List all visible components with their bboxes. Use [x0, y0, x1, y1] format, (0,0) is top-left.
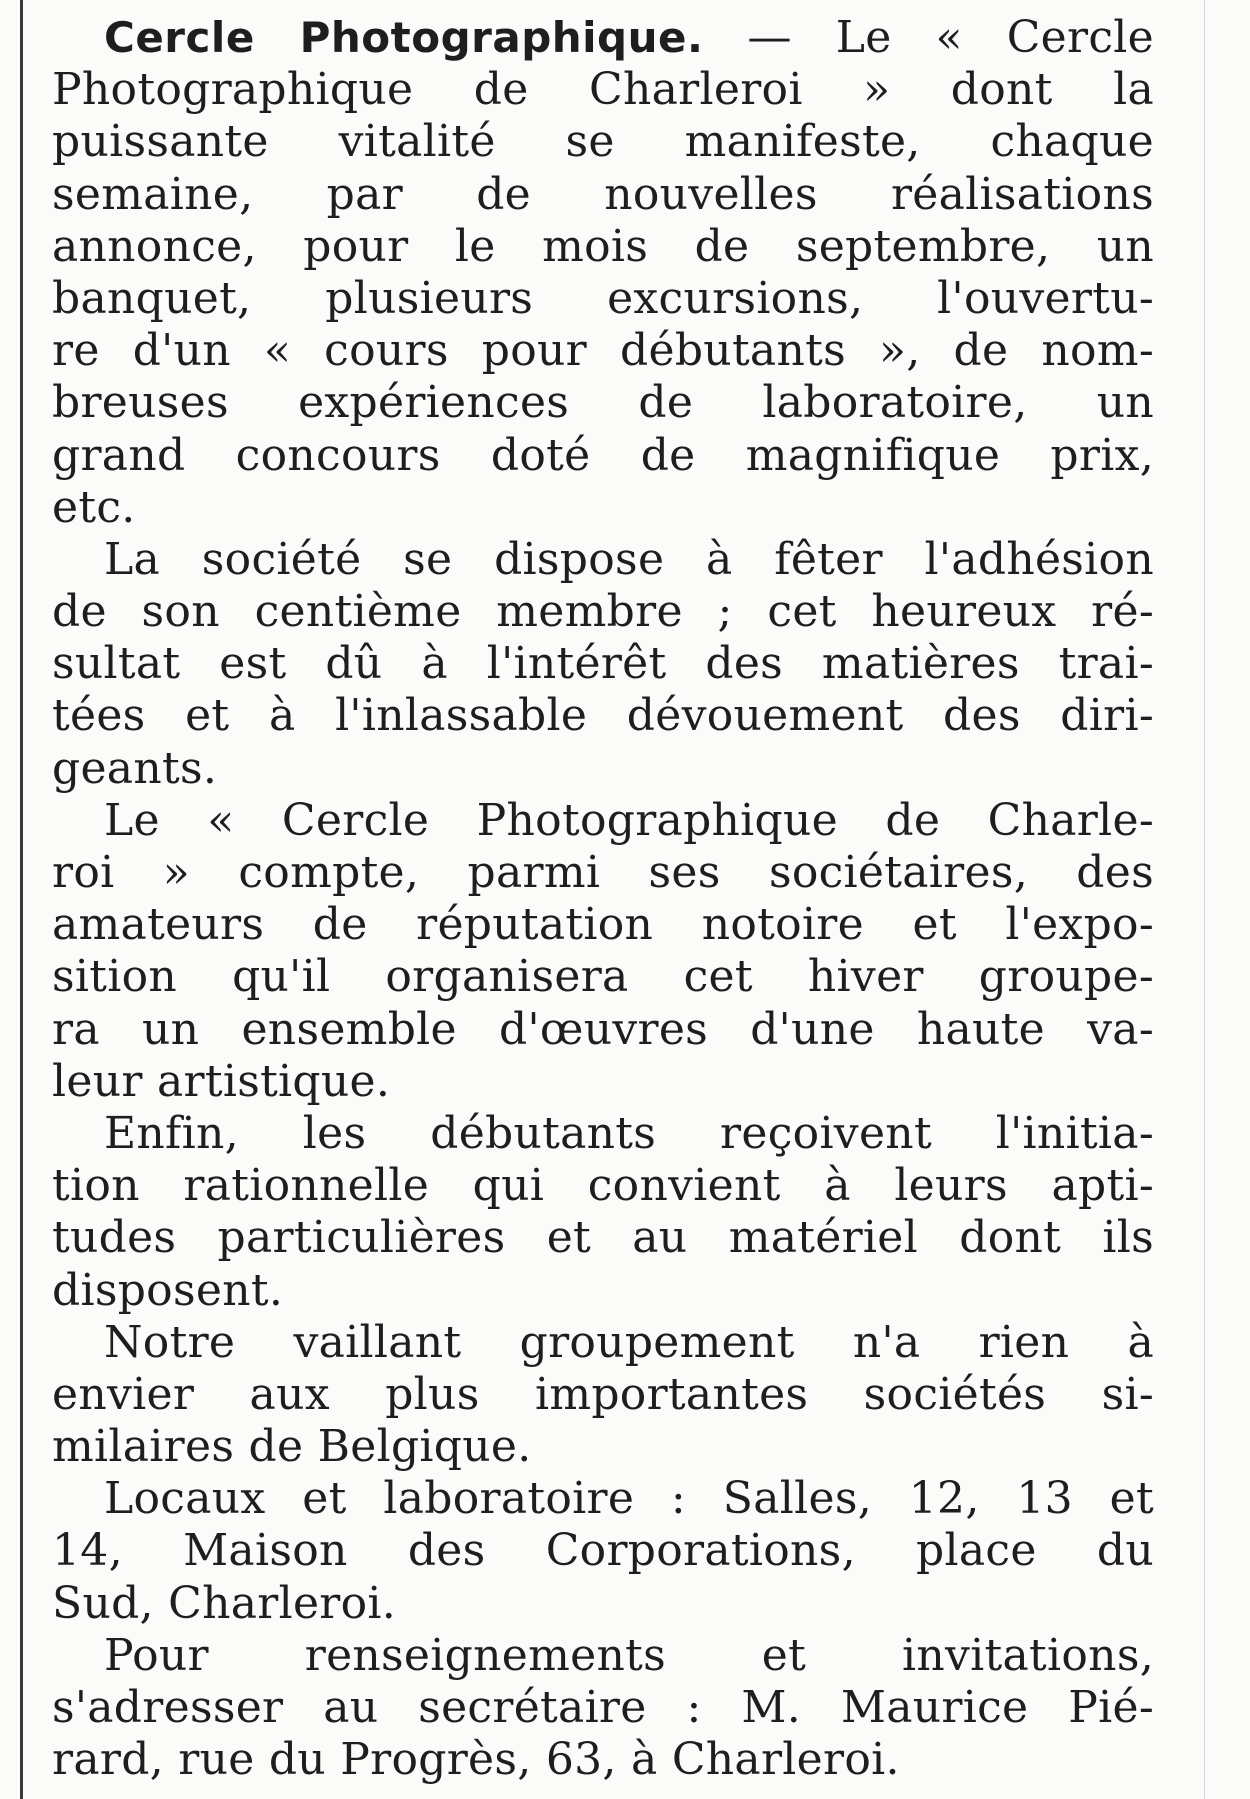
article-line: tion rationnelle qui convient à leurs apti-: [52, 1160, 1154, 1212]
article-line: puissante vitalité se manifeste, chaque: [52, 116, 1154, 168]
article-line: Le « Cercle Photographique de Charle-: [104, 794, 1154, 846]
column-rule-left: [20, 0, 23, 1799]
article-line: disposent.: [52, 1264, 284, 1316]
article-line: amateurs de réputation notoire et l'expo-: [52, 899, 1154, 951]
article-line: s'adresser au secrétaire : M. Maurice Pié-: [52, 1682, 1154, 1733]
article-column: [52, 12, 1154, 1786]
article-line: tudes particulières et au matériel dont ils: [52, 1212, 1154, 1264]
article-line: Notre vaillant groupement n'a rien à: [104, 1316, 1154, 1368]
article-line: tées et à l'inlassable dévouement des diri-: [52, 690, 1154, 742]
column-rule-right: [1204, 0, 1205, 1799]
article-line: etc.: [52, 481, 136, 533]
article-line: Photographique de Charleroi » dont la: [52, 64, 1154, 116]
article-line: roi » compte, parmi ses sociétaires, des: [52, 847, 1154, 898]
article-line: semaine, par de nouvelles réalisations: [52, 168, 1154, 220]
article-line: geants.: [52, 742, 218, 794]
article-line: ra un ensemble d'œuvres d'une haute va-: [52, 1003, 1154, 1055]
article-line: La société se dispose à fêter l'adhésion: [104, 533, 1154, 585]
article-line: annonce, pour le mois de septembre, un: [52, 220, 1154, 272]
article-line: banquet, plusieurs excursions, l'ouvertu-: [52, 272, 1154, 324]
article-line: leur artistique.: [52, 1055, 391, 1107]
article-line: sition qu'il organisera cet hiver groupe-: [52, 951, 1154, 1003]
article-line: Enfin, les débutants reçoivent l'initia-: [104, 1107, 1154, 1159]
article-line: de son centième membre ; cet heureux ré-: [52, 586, 1154, 638]
article-line: 14, Maison des Corporations, place du: [52, 1525, 1154, 1577]
article-line: Pour renseignements et invitations,: [104, 1629, 1154, 1681]
article-line: breuses expériences de laboratoire, un: [52, 377, 1154, 429]
article-line: grand concours doté de magnifique prix,: [52, 429, 1154, 481]
article-line: re d'un « cours pour débutants », de nom-: [52, 325, 1154, 377]
article-line: sultat est dû à l'intérêt des matières trai-: [52, 638, 1154, 690]
article-heading: Cercle Photographique.: [104, 13, 704, 62]
article-line: rard, rue du Progrès, 63, à Charleroi.: [52, 1734, 900, 1786]
article-line: envier aux plus importantes sociétés si-: [52, 1368, 1154, 1420]
article-line: Cercle Photographique. — Le « Cercle: [104, 12, 1155, 63]
article-line: milaires de Belgique.: [52, 1421, 532, 1473]
article-line: Sud, Charleroi.: [52, 1577, 397, 1629]
article-line: Locaux et laboratoire : Salles, 12, 13 et: [104, 1473, 1154, 1525]
